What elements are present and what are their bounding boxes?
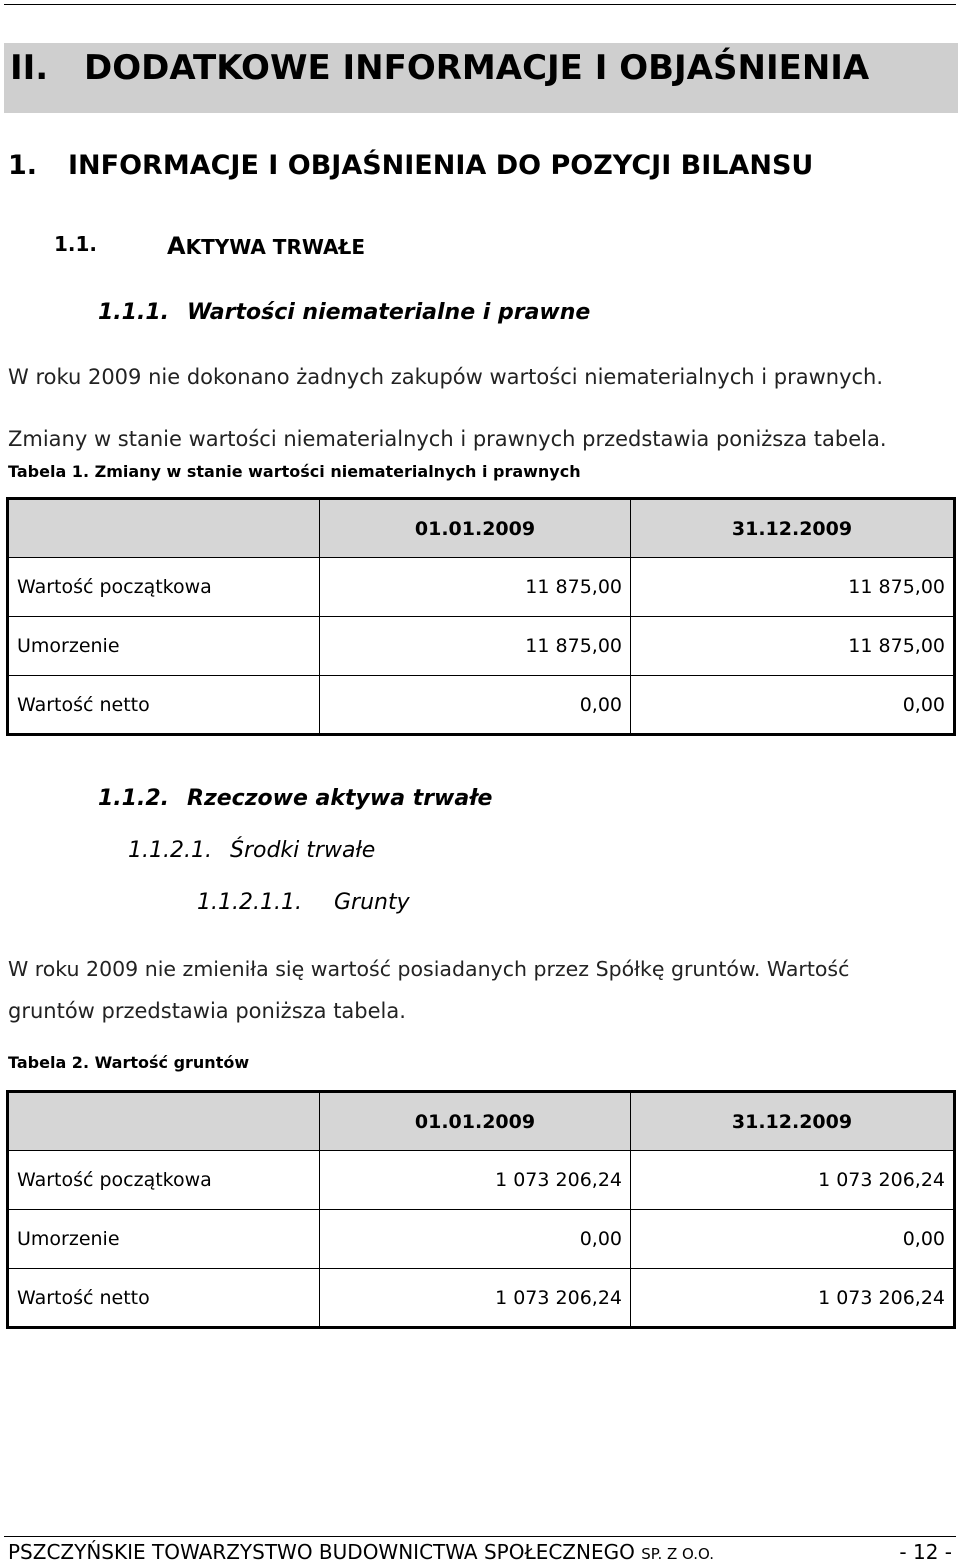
heading3-number: 1.1.	[54, 232, 98, 256]
heading3-rest: KTYWA TRWAŁE	[185, 235, 365, 259]
value-cell: 0,00	[631, 1210, 955, 1269]
heading3-initial: A	[167, 232, 186, 260]
heading2-number: 1.	[8, 150, 38, 181]
heading4-title: Wartości niematerialne i prawne	[187, 300, 591, 325]
table1	[6, 497, 956, 736]
row-label: Umorzenie	[8, 617, 320, 676]
subheading-number: 1.1.2.	[98, 786, 169, 811]
footer-company	[8, 1540, 714, 1564]
paragraph2-line1: W roku 2009 nie zmieniła się wartość posiadanych przez Spółkę gruntów. Wartość	[8, 957, 850, 981]
value-cell: 0,00	[320, 676, 631, 735]
value-cell: 1 073 206,24	[320, 1151, 631, 1210]
table-row	[8, 676, 955, 735]
row-label: Umorzenie	[8, 1210, 320, 1269]
subheading-title: Środki trwałe	[230, 838, 376, 863]
subheading-title: Grunty	[334, 890, 410, 915]
heading4-number: 1.1.1.	[98, 300, 169, 325]
paragraph1-line1: W roku 2009 nie dokonano żadnych zakupów wartości niematerialnych i prawnych.	[8, 365, 884, 389]
top-rule	[4, 4, 956, 5]
table2-header-row	[8, 1092, 955, 1151]
footer-rule	[4, 1536, 956, 1537]
value-cell: 11 875,00	[320, 617, 631, 676]
heading1-number: II.	[10, 48, 49, 88]
table2-header-cell	[8, 1092, 320, 1151]
subheading-title: Rzeczowe aktywa trwałe	[187, 786, 493, 811]
table1-header-cell	[8, 499, 320, 558]
heading2-title: INFORMACJE I OBJAŚNIENIA DO POZYCJI BILANSU	[68, 150, 814, 181]
table1-caption: Tabela 1. Zmiany w stanie wartości niematerialnych i prawnych	[8, 462, 581, 481]
value-cell: 11 875,00	[631, 617, 955, 676]
value-cell: 11 875,00	[320, 558, 631, 617]
value-cell: 1 073 206,24	[631, 1269, 955, 1328]
table2-header-cell: 31.12.2009	[631, 1092, 955, 1151]
heading1-title: DODATKOWE INFORMACJE I OBJAŚNIENIA	[84, 48, 870, 88]
value-cell: 0,00	[320, 1210, 631, 1269]
paragraph2-line2: gruntów przedstawia poniższa tabela.	[8, 999, 406, 1023]
table-row	[8, 1210, 955, 1269]
table-row	[8, 558, 955, 617]
value-cell: 11 875,00	[631, 558, 955, 617]
table2-header-cell: 01.01.2009	[320, 1092, 631, 1151]
value-cell: 1 073 206,24	[320, 1269, 631, 1328]
table-row	[8, 1151, 955, 1210]
heading3-title	[167, 232, 365, 260]
row-label: Wartość początkowa	[8, 558, 320, 617]
table1-header-cell: 31.12.2009	[631, 499, 955, 558]
table2-caption: Tabela 2. Wartość gruntów	[8, 1053, 250, 1072]
paragraph1-line2: Zmiany w stanie wartości niematerialnych i prawnych przedstawia poniższa tabela.	[8, 427, 887, 451]
page-number: - 12 -	[899, 1540, 952, 1564]
row-label: Wartość początkowa	[8, 1151, 320, 1210]
table1-header-cell: 01.01.2009	[320, 499, 631, 558]
row-label: Wartość netto	[8, 1269, 320, 1328]
subheading-number: 1.1.2.1.1.	[197, 890, 302, 915]
footer-company-name: PSZCZYŃSKIE TOWARZYSTWO BUDOWNICTWA SPOŁECZNEGO	[8, 1540, 635, 1564]
table-row	[8, 1269, 955, 1328]
footer-company-suffix: SP. Z O.O.	[641, 1545, 714, 1563]
row-label: Wartość netto	[8, 676, 320, 735]
table-row	[8, 617, 955, 676]
value-cell: 1 073 206,24	[631, 1151, 955, 1210]
value-cell: 0,00	[631, 676, 955, 735]
subheading-number: 1.1.2.1.	[128, 838, 212, 863]
table1-header-row	[8, 499, 955, 558]
table2	[6, 1090, 956, 1329]
